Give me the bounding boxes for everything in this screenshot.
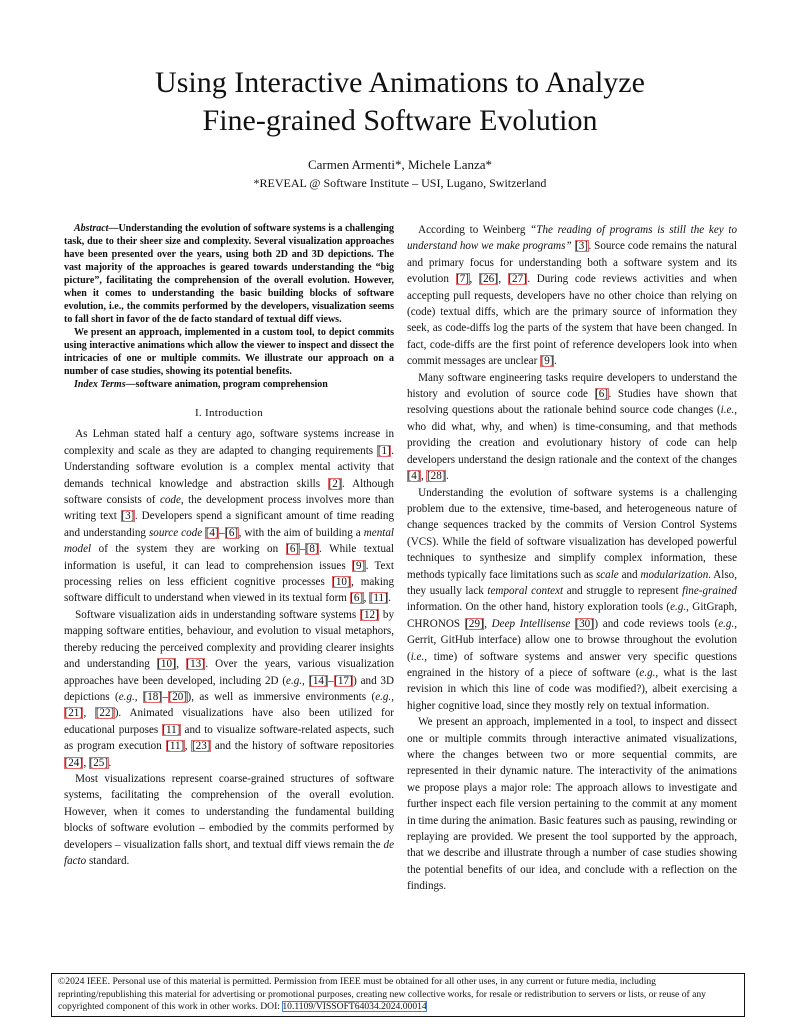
citation-link[interactable]: [11] [162, 723, 181, 736]
index-terms-text: —software animation, program comprehension [125, 379, 328, 390]
citation-link[interactable]: [21] [64, 707, 83, 720]
abstract-text-1: —Understanding the evolution of software systems is a challenging task, due to their sheer size and complexity. Several visualization approaches have been presented over the years, using both 2D and 3D depictions. The vast majority of the approaches is geared towards understanding the “big picture”, facilitating the comprehension of the overall evolution. However, when it comes to understanding the basic building blocks of software evolution, i.e., the commits performed by the developers, visualization seems to fall short in favor of the de facto standard of textual diff views. [64, 223, 394, 325]
citation-link[interactable]: [10] [157, 658, 176, 671]
citation-link[interactable]: [9] [352, 559, 366, 572]
citation-link[interactable]: [11] [369, 592, 388, 605]
citation-link[interactable]: [30] [575, 617, 594, 630]
intro-paragraph-5: Many software engineering tasks require developers to understand the history and evolution of source code [6]. Studies have shown that resolving questions about the rationale behind source code changes (i.e., who did what, why, and when) is time-consuming, and that methods providing the creation and evolutionary history of code can help developers understand the design rationale and the context of the changes [4], [28]. [407, 371, 737, 483]
citation-link[interactable]: [14] [309, 674, 328, 687]
citation-link[interactable]: [24] [64, 756, 83, 769]
citation-link[interactable]: [6] [350, 592, 364, 605]
section-heading-introduction: I. Introduction [194, 407, 264, 419]
citation-link[interactable]: [13] [186, 658, 205, 671]
abstract [64, 222, 394, 378]
index-terms-label: Index Terms [74, 379, 126, 390]
citation-link[interactable]: [29] [465, 617, 484, 630]
copyright-notice [51, 973, 745, 1017]
citation-link[interactable]: [18] [143, 690, 162, 703]
citation-link[interactable]: [17] [334, 674, 353, 687]
title-line-2: Fine-grained Software Evolution [202, 104, 598, 137]
citation-link[interactable]: [12] [360, 608, 379, 621]
copyright-text: ©2024 IEEE. Personal use of this material is permitted. Permission from IEEE must be obtained for all other uses, in any current or future media, including reprinting/republishing this material for advertising or promotional purposes, creating new collective works, for resale or redistribution to servers or lists, or reuse of any copyrighted component of this work in other works. DOI: [58, 976, 706, 1012]
citation-link[interactable]: [10] [332, 576, 351, 589]
citation-link[interactable]: [28] [426, 470, 446, 483]
title-line-1: Using Interactive Animations to Analyze [155, 66, 645, 99]
affiliation: *REVEAL @ Software Institute – USI, Lugano, Switzerland [253, 176, 547, 190]
citation-link[interactable]: [4] [407, 470, 421, 483]
citation-link[interactable]: [8] [305, 543, 319, 556]
citation-link[interactable]: [6] [286, 543, 300, 556]
citation-link[interactable]: [3] [575, 240, 588, 253]
citation-link[interactable]: [2] [328, 477, 342, 490]
abstract-paragraph-2: We present an approach, implemented in a custom tool, to depict commits using interactive animations which allow the viewer to inspect and dissect the intricacies of one or multiple commits. We illustrate our approach on a number of case studies, showing its potential benefits. [64, 327, 394, 377]
intro-paragraph-2: Software visualization aids in understanding software systems [12] by mapping software entities, behaviour, and evolution to visual metaphors, thereby reducing the perceived complexity and providing clearer insights and understanding [10], [13]. Over the years, various visualization approaches have been developed, including 2D (e.g., [14]–[17]) and 3D depictions (e.g., [18]–[20]), as well as immersive environments (e.g., [21], [22]). Animated visualizations have also been utilized for educational purposes [11] and to visualize software-related aspects, such as program execution [11], [23] and the history of software repositories [24], [25]. [64, 608, 395, 769]
citation-link[interactable]: [22] [95, 707, 115, 720]
citation-link[interactable]: [20] [168, 690, 188, 703]
author-list: Carmen Armenti*, Michele Lanza* [307, 157, 493, 172]
citation-link[interactable]: [3] [121, 510, 135, 523]
paper-title [0, 64, 800, 140]
intro-paragraph-1: As Lehman stated half a century ago, software systems increase in complexity and scale as they are adapted to changing requirements [1]. Understanding software evolution is a complex mental activity that demands technical knowledge and abstraction skills [2]. Although software consists of code, the development process involves more than writing text [3]. Developers spend a significant amount of time reading and understanding source code [4]–[6], with the aim of building a mental model of the system they are working on [6]–[8]. While textual information is useful, it can lead to comprehension issues [9]. Text processing relies on less efficient cognitive processes [10], making software difficult to understand when viewed in its textual form [6], [11]. [64, 428, 394, 605]
intro-paragraph-4: According to Weinberg “The reading of programs is still the key to understand how we make programs” [3]. Source code remains the natural and primary focus for understanding both a software system and its evolution [7], [26], [27]. During code reviews activities and when accepting pull requests, developers have no other choice than relying on (code) textual diffs, which are the primary source of information they seek, as code-diffs log the parts of the system that have been changed. In fact, code-diffs are the first point of reference developers look into when commit messages are unclear [9]. [407, 224, 738, 368]
abstract-paragraph-1 [64, 222, 394, 326]
citation-link[interactable]: [1] [377, 444, 391, 457]
citation-link[interactable]: [27] [508, 273, 527, 286]
citation-link[interactable]: [11] [166, 740, 185, 753]
citation-link[interactable]: [26] [479, 273, 498, 286]
intro-paragraph-6: Understanding the evolution of software systems is a challenging problem due to the extensive, time-based, and heterogeneous nature of change sequences tracked by the commits of Version Control Systems (VCS). While the field of software visualization has developed powerful techniques to synthesize and simplify complex information, these methods typically face limitations such as scale and modularization. Also, they usually lack temporal context and struggle to represent fine-grained information. On the other hand, history exploration tools (e.g., GitGraph, CHRONOS [29], Deep Intellisense [30]) and code reviews tools (e.g., Gerrit, GitHub interface) allow one to browse throughout the evolution (i.e., time) of software systems and answer very specific questions engrained in the history of a piece of software (e.g., what is the last revision in which this line of code was modified?), albeit exercising a higher cognitive load, since they mostly rely on textual information. [407, 486, 738, 712]
citation-link[interactable]: [6] [595, 388, 609, 401]
citation-link[interactable]: [4] [205, 526, 219, 539]
index-terms [64, 378, 394, 391]
doi-link[interactable]: 10.1109/VISSOFT64034.2024.00014 [282, 1001, 427, 1012]
citation-link[interactable]: [9] [540, 355, 554, 368]
citation-link[interactable]: [25] [89, 756, 109, 769]
citation-link[interactable]: [23] [191, 740, 211, 753]
abstract-label: Abstract [74, 223, 109, 234]
intro-paragraph-3: Most visualizations represent coarse-grained structures of software systems, facilitating the comprehension of the overall evolution. However, when it comes to understanding the fundamental building blocks of software evolution – embodied by the commits performed by developers – visualization falls short, and textual diff views remain the de facto standard. [64, 772, 394, 867]
intro-paragraph-7: We present an approach, implemented in a tool, to inspect and dissect one or multiple commits through interactive animated visualizations, where the changes between two or more sequential commits, are represented in their dynamic nature. The interactivity of the animations we propose plays a major role: The approach allows to investigate and further inspect each file version pertaining to the commit at any moment in time during the animation. Basic features such as pausing, rewinding or replaying are provided. We present the tool supported by the approach, that we describe and illustrate through a number of case studies showing the potential benefits of our idea, and conclude with a reflection on the findings. [407, 716, 737, 893]
citation-link[interactable]: [6] [225, 526, 239, 539]
left-column [64, 222, 394, 869]
citation-link[interactable]: [7] [456, 273, 469, 286]
right-column [407, 222, 737, 895]
